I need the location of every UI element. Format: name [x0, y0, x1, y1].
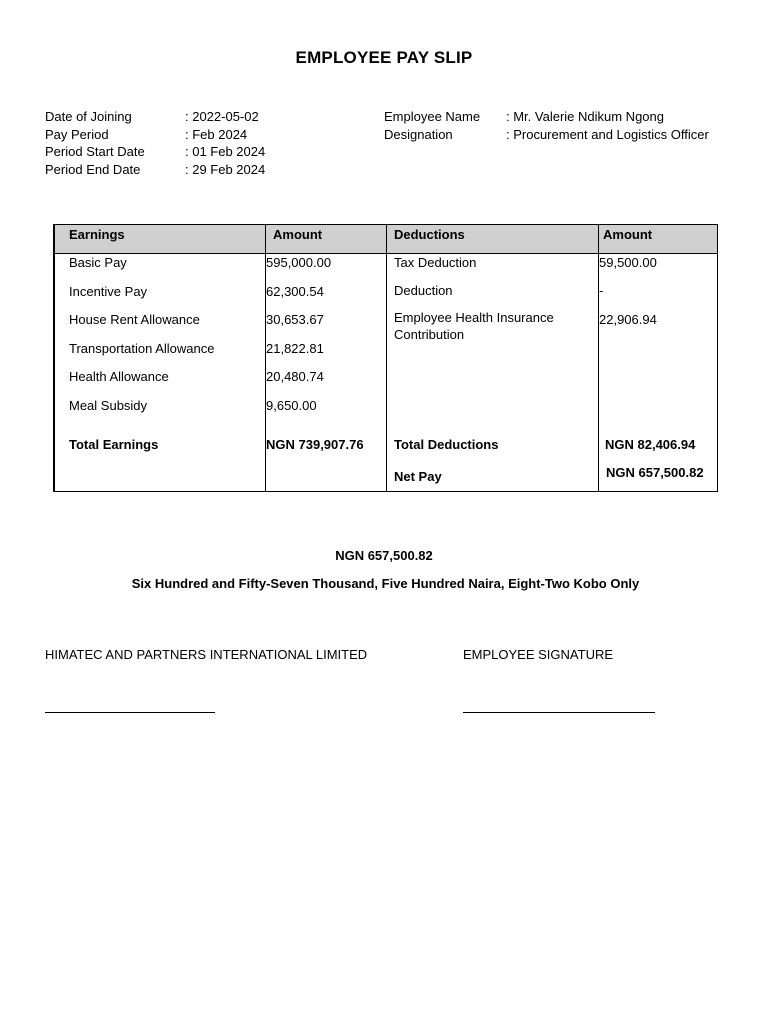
- earning-label: Basic Pay: [69, 255, 127, 270]
- deduction-amount: 22,906.94: [599, 312, 657, 327]
- info-value: : Feb 2024: [185, 127, 248, 142]
- info-value: : Procurement and Logistics Officer: [506, 127, 709, 142]
- page-title: EMPLOYEE PAY SLIP: [295, 48, 473, 67]
- earning-amount: 30,653.67: [266, 312, 324, 327]
- net-pay-amount: NGN 657,500.82: [606, 465, 704, 480]
- header-earnings: Earnings: [69, 227, 125, 242]
- earning-amount: 595,000.00: [266, 255, 332, 270]
- employee-signature-label: EMPLOYEE SIGNATURE: [463, 647, 614, 662]
- total-deductions-label: Total Deductions: [394, 437, 499, 452]
- info-label: Period End Date: [45, 162, 141, 177]
- column-divider: [386, 225, 387, 491]
- earning-amount: 62,300.54: [266, 284, 324, 299]
- header-deductions-amount: Amount: [603, 227, 653, 242]
- deduction-label: Tax Deduction: [394, 255, 477, 270]
- company-signature-line: [45, 712, 215, 713]
- net-pay-in-words: Six Hundred and Fifty-Seven Thousand, Five Hundred Naira, Eight-Two Kobo Only: [131, 576, 640, 591]
- header-earnings-amount: Amount: [273, 227, 323, 242]
- header-deductions: Deductions: [394, 227, 465, 242]
- info-label: Pay Period: [45, 127, 109, 142]
- earning-label: Transportation Allowance: [69, 341, 215, 356]
- info-label: Employee Name: [384, 109, 481, 124]
- earning-label: Meal Subsidy: [69, 398, 148, 413]
- info-label: Date of Joining: [45, 109, 132, 124]
- employee-signature-line: [463, 712, 655, 713]
- earning-amount: 9,650.00: [266, 398, 317, 413]
- total-deductions-amount: NGN 82,406.94: [605, 437, 696, 452]
- earning-label: Incentive Pay: [69, 284, 148, 299]
- info-value: : Mr. Valerie Ndikum Ngong: [506, 109, 664, 124]
- earning-amount: 21,822.81: [266, 341, 324, 356]
- company-name: HIMATEC AND PARTNERS INTERNATIONAL LIMITED: [45, 647, 368, 662]
- pay-table: [53, 224, 718, 492]
- earning-label: House Rent Allowance: [69, 312, 200, 327]
- deduction-amount: 59,500.00: [599, 255, 657, 270]
- total-earnings-label: Total Earnings: [69, 437, 159, 452]
- earning-label: Health Allowance: [69, 369, 169, 384]
- earning-amount: 20,480.74: [266, 369, 324, 384]
- info-value: : 2022-05-02: [185, 109, 259, 124]
- deduction-label: Employee Health Insurance Contribution: [394, 310, 554, 342]
- info-value: : 29 Feb 2024: [185, 162, 266, 177]
- info-label: Period Start Date: [45, 144, 145, 159]
- net-pay-label: Net Pay: [394, 469, 442, 484]
- net-pay-summary-amount: NGN 657,500.82: [335, 548, 433, 563]
- info-label: Designation: [384, 127, 453, 142]
- total-earnings-amount: NGN 739,907.76: [266, 437, 364, 452]
- deduction-amount: -: [599, 283, 604, 298]
- deduction-label: Deduction: [394, 283, 453, 298]
- info-value: : 01 Feb 2024: [185, 144, 266, 159]
